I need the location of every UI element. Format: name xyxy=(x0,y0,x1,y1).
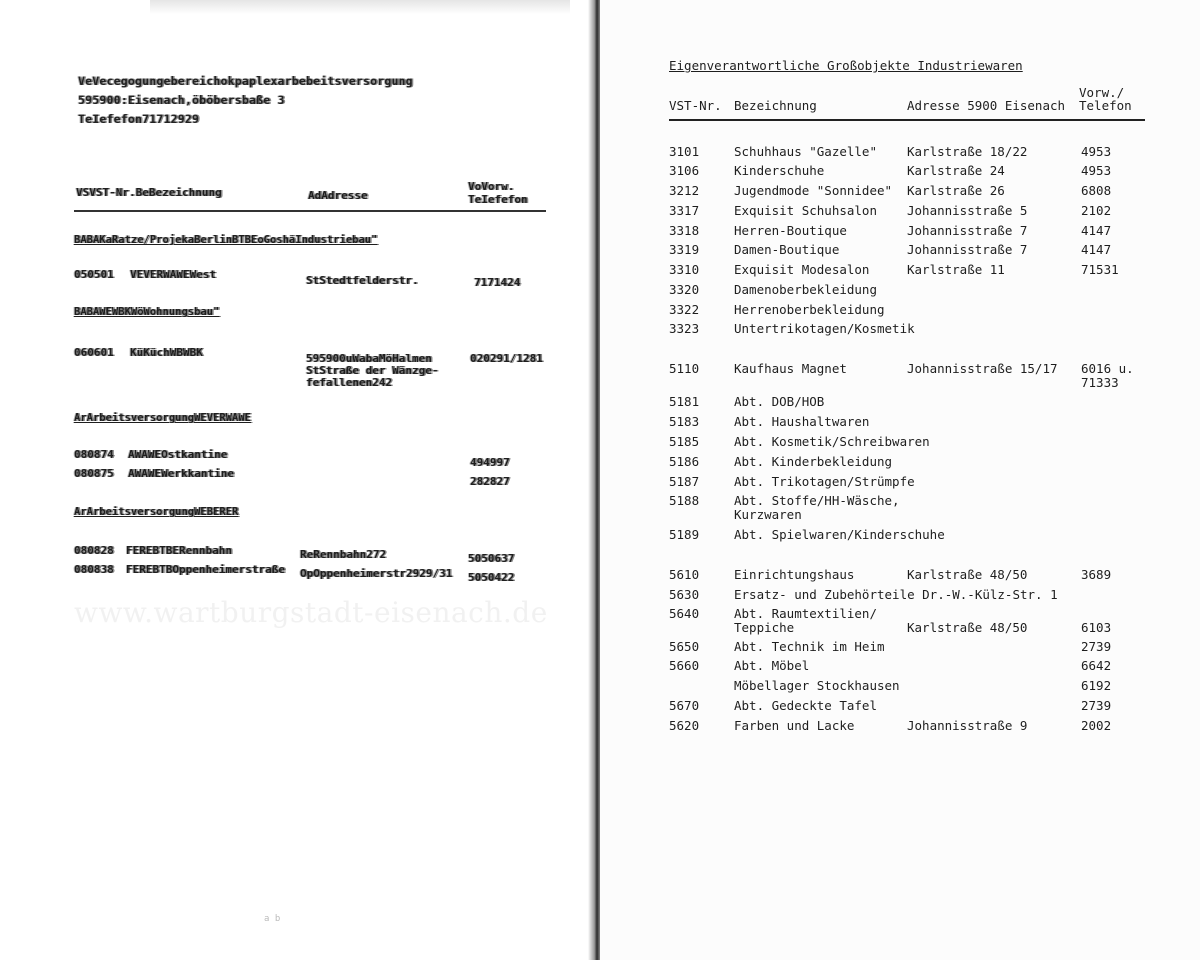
row-tel: 7171424 xyxy=(474,276,521,289)
row-bez: Möbellager Stockhausen xyxy=(734,678,900,693)
row-adr-line3: fefallenen242 xyxy=(306,376,393,389)
row-tel: 6642 xyxy=(1081,658,1112,673)
row-nr: 3319 xyxy=(669,242,700,257)
row-tel: 71531 xyxy=(1081,262,1119,277)
row-tel: 2002 xyxy=(1081,718,1112,733)
row-bez: FEREBTBOppenheimerstraße xyxy=(126,563,285,576)
left-page-header xyxy=(78,72,413,129)
col-nr-bez: VSVST-Nr.BeBezeichnung xyxy=(76,186,222,199)
row-bez: Einrichtungshaus xyxy=(734,567,855,582)
table-row xyxy=(74,467,554,488)
row-tel: 6016 u. xyxy=(1081,361,1134,376)
row-bez: Schuhhaus "Gazelle" xyxy=(734,144,877,159)
section-title: ArArbeitsversorgungWEVERWAWE xyxy=(74,412,252,424)
row-bez: Abt. Raumtextilien/ xyxy=(734,606,877,621)
row-adr: ReRennbahn272 xyxy=(300,548,387,561)
row-adr: Johannisstraße 15/17 xyxy=(907,361,1058,376)
row-nr: 5181 xyxy=(669,394,700,409)
row-nr: 5185 xyxy=(669,434,700,449)
row-bez: Kaufhaus Magnet xyxy=(734,361,847,376)
row-bez: Damenoberbekleidung xyxy=(734,282,877,297)
row-tel-line2: 71333 xyxy=(1081,375,1119,390)
watermark: www.wartburgstadt-eisenach.de xyxy=(74,596,548,629)
row-adr: Karlstraße 18/22 xyxy=(907,144,1028,159)
row-bez: KüKüchWBWBK xyxy=(130,346,203,359)
row-bez: AWAWEOstkantine xyxy=(128,448,228,461)
right-header-rule xyxy=(669,119,1145,121)
col-adresse: AdAdresse xyxy=(308,189,368,202)
row-bez: Ersatz- und Zubehörteile Dr.-W.-Külz-Str. 1 xyxy=(734,587,1058,602)
row-nr: 3317 xyxy=(669,203,700,218)
row-nr: 3212 xyxy=(669,183,700,198)
left-header-rule xyxy=(74,210,546,212)
row-nr: 080828 xyxy=(74,544,114,557)
row-nr: 3101 xyxy=(669,144,700,159)
row-adr: Johannisstraße 9 xyxy=(907,718,1028,733)
row-adr: Johannisstraße 5 xyxy=(907,203,1028,218)
right-column-headers xyxy=(669,82,1149,118)
row-nr: 5189 xyxy=(669,527,700,542)
row-nr: 5660 xyxy=(669,658,700,673)
row-tel: 3689 xyxy=(1081,567,1112,582)
section-title: ArArbeitsversorgungWEBERER xyxy=(74,506,239,518)
row-adr: Karlstraße 26 xyxy=(907,183,1005,198)
table-row xyxy=(74,448,554,469)
row-adr: Karlstraße 48/50 xyxy=(907,567,1028,582)
left-page xyxy=(0,0,592,960)
row-tel: 494997 xyxy=(470,456,510,469)
row-nr: 060601 xyxy=(74,346,114,359)
row-bez: FEREBTBERennbahn xyxy=(126,544,232,557)
scan-artifact xyxy=(150,0,570,14)
row-bez: Abt. Spielwaren/Kinderschuhe xyxy=(734,527,945,542)
row-bez: Jugendmode "Sonnidee" xyxy=(734,183,893,198)
row-bez-line2: Kurzwaren xyxy=(734,507,802,522)
row-bez: Abt. Haushaltwaren xyxy=(734,414,870,429)
table-row xyxy=(669,494,1149,524)
row-nr: 5187 xyxy=(669,474,700,489)
row-tel: 6192 xyxy=(1081,678,1112,693)
row-bez: Exquisit Modesalon xyxy=(734,262,870,277)
col-bezeichnung: Bezeichnung xyxy=(734,98,817,113)
row-nr: 080875 xyxy=(74,467,114,480)
row-nr: 080874 xyxy=(74,448,114,461)
row-nr: 3318 xyxy=(669,223,700,238)
row-adr: OpOppenheimerstr2929/31 xyxy=(300,567,453,580)
row-nr: 5183 xyxy=(669,414,700,429)
row-bez: Herren-Boutique xyxy=(734,223,847,238)
row-bez: Abt. DOB/HOB xyxy=(734,394,825,409)
row-nr: 080838 xyxy=(74,563,114,576)
row-bez: Abt. Trikotagen/Strümpfe xyxy=(734,474,915,489)
table-row xyxy=(74,268,554,289)
row-adr: StStedtfelderstr. xyxy=(306,274,419,287)
row-nr: 3310 xyxy=(669,262,700,277)
row-tel: 5050637 xyxy=(468,552,515,565)
row-tel: 5050422 xyxy=(468,571,515,584)
row-bez: AWAWEWerkkantine xyxy=(128,467,234,480)
page-number: a b xyxy=(264,914,281,924)
table-row xyxy=(74,544,554,565)
row-tel: 6808 xyxy=(1081,183,1112,198)
row-bez: Abt. Kinderbekleidung xyxy=(734,454,893,469)
row-bez: Exquisit Schuhsalon xyxy=(734,203,877,218)
row-nr: 5610 xyxy=(669,567,700,582)
table-row xyxy=(74,346,554,396)
row-adr: 595900uWabaMöHalmen xyxy=(306,352,432,365)
col-adresse: Adresse 5900 Eisenach xyxy=(907,98,1066,113)
row-nr: 5670 xyxy=(669,698,700,713)
header-line-3: TeIefefon71712929 xyxy=(78,112,200,126)
row-nr: 5630 xyxy=(669,587,700,602)
row-nr: 5650 xyxy=(669,639,700,654)
row-bez: Abt. Möbel xyxy=(734,658,810,673)
row-nr: 3320 xyxy=(669,282,700,297)
table-row xyxy=(74,563,554,584)
row-nr: 5620 xyxy=(669,718,700,733)
table-row xyxy=(669,607,1149,637)
row-nr: 5640 xyxy=(669,606,700,621)
header-line-2: 595900:Eisenach,öböbersbaße 3 xyxy=(78,93,285,107)
row-nr: 5110 xyxy=(669,361,700,376)
row-adr-line2: StStraße der Wänzge- xyxy=(306,364,439,377)
row-adr-line2: Karlstraße 48/50 xyxy=(907,620,1028,635)
row-bez: Farben und Lacke xyxy=(734,718,855,733)
row-bez: Herrenoberbekleidung xyxy=(734,302,885,317)
section-title: BABAWEWBKWöWohnungsbau" xyxy=(74,306,220,318)
left-column-headers xyxy=(76,182,546,204)
row-adr: Karlstraße 24 xyxy=(907,163,1005,178)
row-tel-line2: 6103 xyxy=(1081,620,1112,635)
row-nr: 3106 xyxy=(669,163,700,178)
row-tel: 020291/1281 xyxy=(470,352,543,365)
row-bez-line2: Teppiche xyxy=(734,620,795,635)
row-adr: Karlstraße 11 xyxy=(907,262,1005,277)
row-bez: Kinderschuhe xyxy=(734,163,825,178)
col-vst-nr: VST-Nr. xyxy=(669,98,722,113)
row-tel: 4147 xyxy=(1081,242,1112,257)
section-title: BABAKaRatze/ProjekaBerlinBTBEoGoshäIndustriebau" xyxy=(74,234,378,246)
row-tel: 282827 xyxy=(470,475,510,488)
col-telefon: TeIefefon xyxy=(468,193,528,206)
table-row xyxy=(669,362,1149,392)
row-tel: 2739 xyxy=(1081,698,1112,713)
row-nr: 5186 xyxy=(669,454,700,469)
page-title: Eigenverantwortliche Großobjekte Industriewaren xyxy=(669,58,1023,73)
row-tel: 4953 xyxy=(1081,163,1112,178)
col-vorw: VoVorw. xyxy=(468,180,515,193)
row-bez: Abt. Technik im Heim xyxy=(734,639,885,654)
row-nr: 3322 xyxy=(669,302,700,317)
header-line-1: VeVecegogungebereichokpaplexarbebeitsversorgung xyxy=(78,74,413,88)
row-bez: Abt. Gedeckte Tafel xyxy=(734,698,877,713)
row-tel: 2102 xyxy=(1081,203,1112,218)
row-adr: Johannisstraße 7 xyxy=(907,223,1028,238)
row-tel: 4953 xyxy=(1081,144,1112,159)
row-bez: Untertrikotagen/Kosmetik xyxy=(734,321,915,336)
row-bez: Damen-Boutique xyxy=(734,242,840,257)
row-bez: Abt. Kosmetik/Schreibwaren xyxy=(734,434,930,449)
row-nr: 5188 xyxy=(669,493,700,508)
row-nr: 050501 xyxy=(74,268,114,281)
col-telefon: Telefon xyxy=(1079,98,1132,113)
row-nr: 3323 xyxy=(669,321,700,336)
row-bez: Abt. Stoffe/HH-Wäsche, xyxy=(734,493,900,508)
row-tel: 4147 xyxy=(1081,223,1112,238)
col-vorw: Vorw./ xyxy=(1079,85,1125,100)
row-adr: Johannisstraße 7 xyxy=(907,242,1028,257)
row-bez: VEVERWAWEWest xyxy=(130,268,217,281)
row-tel: 2739 xyxy=(1081,639,1112,654)
